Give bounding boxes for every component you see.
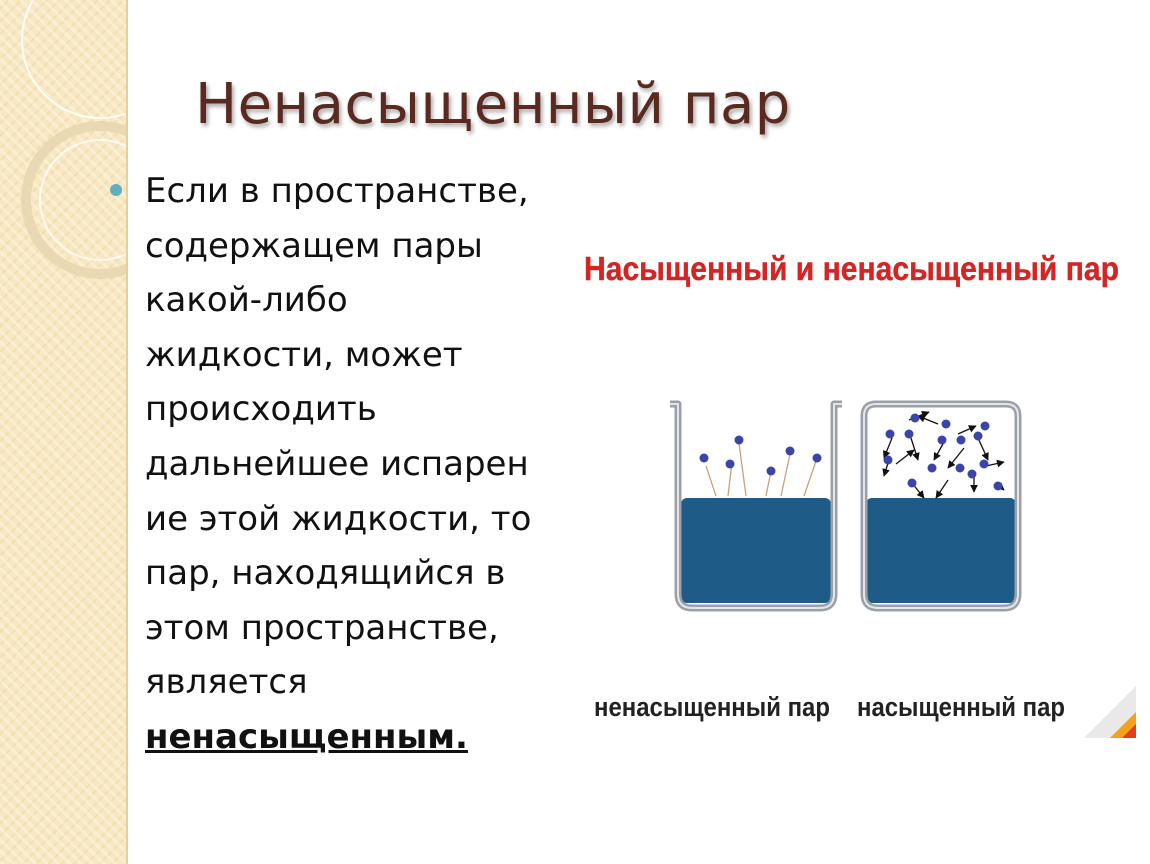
bullet-text <box>145 164 557 765</box>
corner-logo-icon <box>1084 686 1136 738</box>
decorative-side-band <box>0 0 128 864</box>
vapor-diagram <box>566 228 1136 738</box>
slide-title: Ненасыщенный пар <box>195 72 791 137</box>
bullet-text-emphasis: ненасыщенным. <box>145 716 468 757</box>
decorative-circles <box>0 0 126 864</box>
saturated-vessel <box>864 404 1018 608</box>
vapor-figure <box>566 228 1136 738</box>
saturated-caption: насыщенный пар <box>857 692 1065 722</box>
bullet-icon <box>110 184 122 196</box>
water-right <box>866 498 1016 603</box>
unsaturated-vessel <box>670 404 842 608</box>
figure-title: Насыщенный и ненасыщенный пар <box>584 250 1119 287</box>
unsaturated-caption: ненасыщенный пар <box>594 692 830 722</box>
bullet-text-body: Если в пространстве, содержащем пары какой-либо жидкости, может происходить дальнейшее испарен ие этой жидкости, то пар, находящийся в этом пространстве, является <box>145 171 532 703</box>
water-left <box>681 498 831 603</box>
